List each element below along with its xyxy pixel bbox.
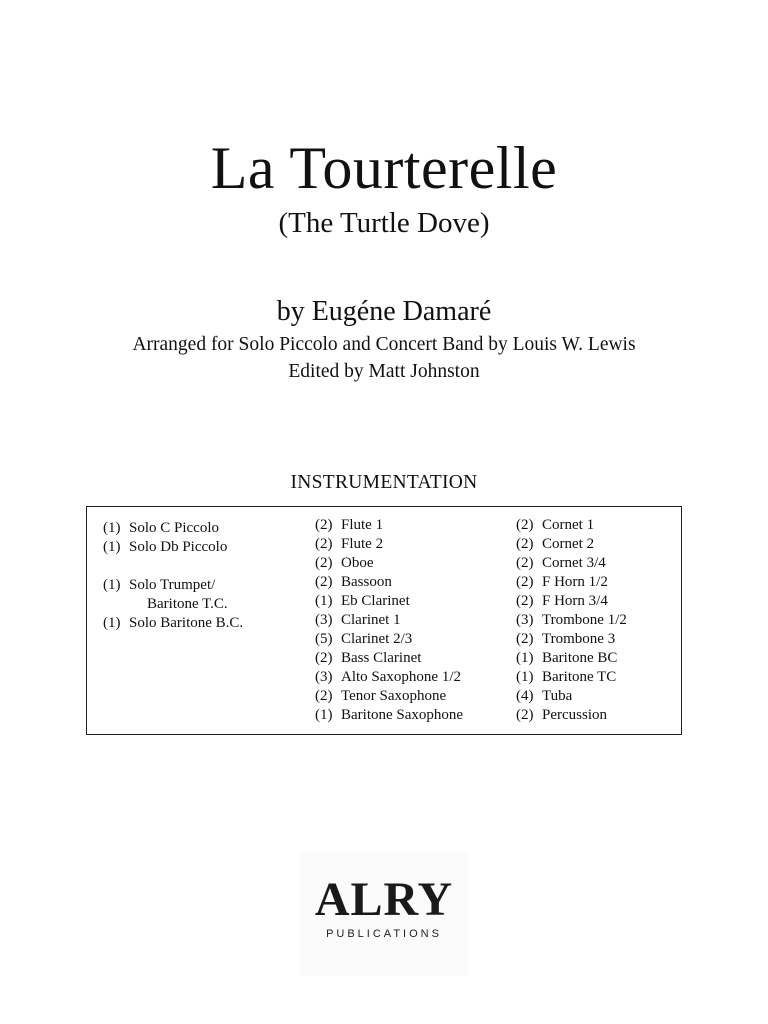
list-item xyxy=(516,706,676,725)
quantity: (2) xyxy=(516,574,534,590)
quantity: (2) xyxy=(516,555,534,571)
instrument-name: Eb Clarinet xyxy=(341,593,410,609)
quantity: (1) xyxy=(516,650,534,666)
quantity: (2) xyxy=(315,536,333,552)
quantity: (2) xyxy=(516,593,534,609)
instrument-name: Trombone 1/2 xyxy=(542,612,627,628)
list-item-continuation xyxy=(103,595,293,614)
instrument-name: Tuba xyxy=(542,688,573,704)
quantity: (2) xyxy=(315,688,333,704)
instrument-name: Percussion xyxy=(542,707,607,723)
list-item xyxy=(315,668,505,687)
instrument-name: Solo Trumpet/ xyxy=(129,577,216,593)
instrument-name: F Horn 3/4 xyxy=(542,593,608,609)
list-item xyxy=(516,516,676,535)
instrument-name: Bass Clarinet xyxy=(341,650,422,666)
list-item xyxy=(516,687,676,706)
instrument-name: Clarinet 1 xyxy=(341,612,401,628)
quantity: (1) xyxy=(103,615,121,631)
instrument-name: Baritone Saxophone xyxy=(341,707,464,723)
quantity: (3) xyxy=(315,669,333,685)
page-title: La Tourterelle xyxy=(210,135,558,201)
instrumentation-column-woodwinds xyxy=(315,516,505,725)
list-item xyxy=(315,611,505,630)
instrument-name: Solo C Piccolo xyxy=(129,520,220,536)
list-item xyxy=(315,554,505,573)
instrumentation-column-brass xyxy=(516,516,676,725)
list-item xyxy=(516,554,676,573)
list-item xyxy=(103,519,293,538)
quantity: (1) xyxy=(103,577,121,593)
instrument-name: Baritone TC xyxy=(542,669,617,685)
list-item xyxy=(516,611,676,630)
quantity: (1) xyxy=(315,593,333,609)
list-item xyxy=(516,668,676,687)
instrument-name: Bassoon xyxy=(341,574,392,590)
quantity: (1) xyxy=(103,520,121,536)
list-item xyxy=(315,706,505,725)
subtitle: (The Turtle Dove) xyxy=(278,207,490,239)
instrument-name: Solo Baritone B.C. xyxy=(129,615,244,631)
list-item xyxy=(315,649,505,668)
quantity: (2) xyxy=(516,631,534,647)
instrument-name: F Horn 1/2 xyxy=(542,574,608,590)
quantity: (2) xyxy=(315,574,333,590)
list-item xyxy=(315,573,505,592)
instrument-name: Cornet 2 xyxy=(542,536,595,552)
publisher-name: ALRY xyxy=(314,873,454,926)
editor-credit: Edited by Matt Johnston xyxy=(288,361,480,382)
instrument-name: Tenor Saxophone xyxy=(341,688,447,704)
instrument-name: Baritone BC xyxy=(542,650,618,666)
instrument-name: Oboe xyxy=(341,555,374,571)
quantity: (2) xyxy=(315,555,333,571)
quantity: (3) xyxy=(315,612,333,628)
instrument-name: Flute 2 xyxy=(341,536,384,552)
publisher-logo xyxy=(300,852,468,976)
instrumentation-column-soloists xyxy=(103,519,293,633)
quantity: (2) xyxy=(516,517,534,533)
instrument-name: Alto Saxophone 1/2 xyxy=(341,669,461,685)
list-item xyxy=(516,592,676,611)
quantity: (4) xyxy=(516,688,534,704)
instrument-name: Flute 1 xyxy=(341,517,384,533)
quantity: (1) xyxy=(516,669,534,685)
publisher-subtitle: PUBLICATIONS xyxy=(326,928,442,940)
instrument-name: Clarinet 2/3 xyxy=(341,631,413,647)
instrument-name: Solo Db Piccolo xyxy=(129,539,228,555)
quantity: (1) xyxy=(103,539,121,555)
spacer xyxy=(103,557,293,576)
instrument-name: Baritone T.C. xyxy=(147,596,228,612)
quantity: (1) xyxy=(315,707,333,723)
list-item xyxy=(315,535,505,554)
quantity: (3) xyxy=(516,612,534,628)
instrumentation-heading: INSTRUMENTATION xyxy=(290,472,478,493)
list-item xyxy=(103,614,293,633)
list-item xyxy=(315,687,505,706)
list-item xyxy=(103,576,293,595)
instrument-name: Cornet 1 xyxy=(542,517,595,533)
list-item xyxy=(315,630,505,649)
arranger-credit: Arranged for Solo Piccolo and Concert Band by Louis W. Lewis xyxy=(132,334,636,355)
instrument-name: Trombone 3 xyxy=(542,631,616,647)
quantity: (2) xyxy=(315,650,333,666)
quantity: (2) xyxy=(516,707,534,723)
quantity: (5) xyxy=(315,631,333,647)
list-item xyxy=(516,535,676,554)
instrument-name: Cornet 3/4 xyxy=(542,555,606,571)
instrumentation-box xyxy=(86,506,682,735)
quantity: (2) xyxy=(516,536,534,552)
composer: by Eugéne Damaré xyxy=(276,296,492,327)
list-item xyxy=(516,649,676,668)
list-item xyxy=(516,630,676,649)
list-item xyxy=(315,592,505,611)
list-item xyxy=(516,573,676,592)
list-item xyxy=(315,516,505,535)
list-item xyxy=(103,538,293,557)
quantity: (2) xyxy=(315,517,333,533)
